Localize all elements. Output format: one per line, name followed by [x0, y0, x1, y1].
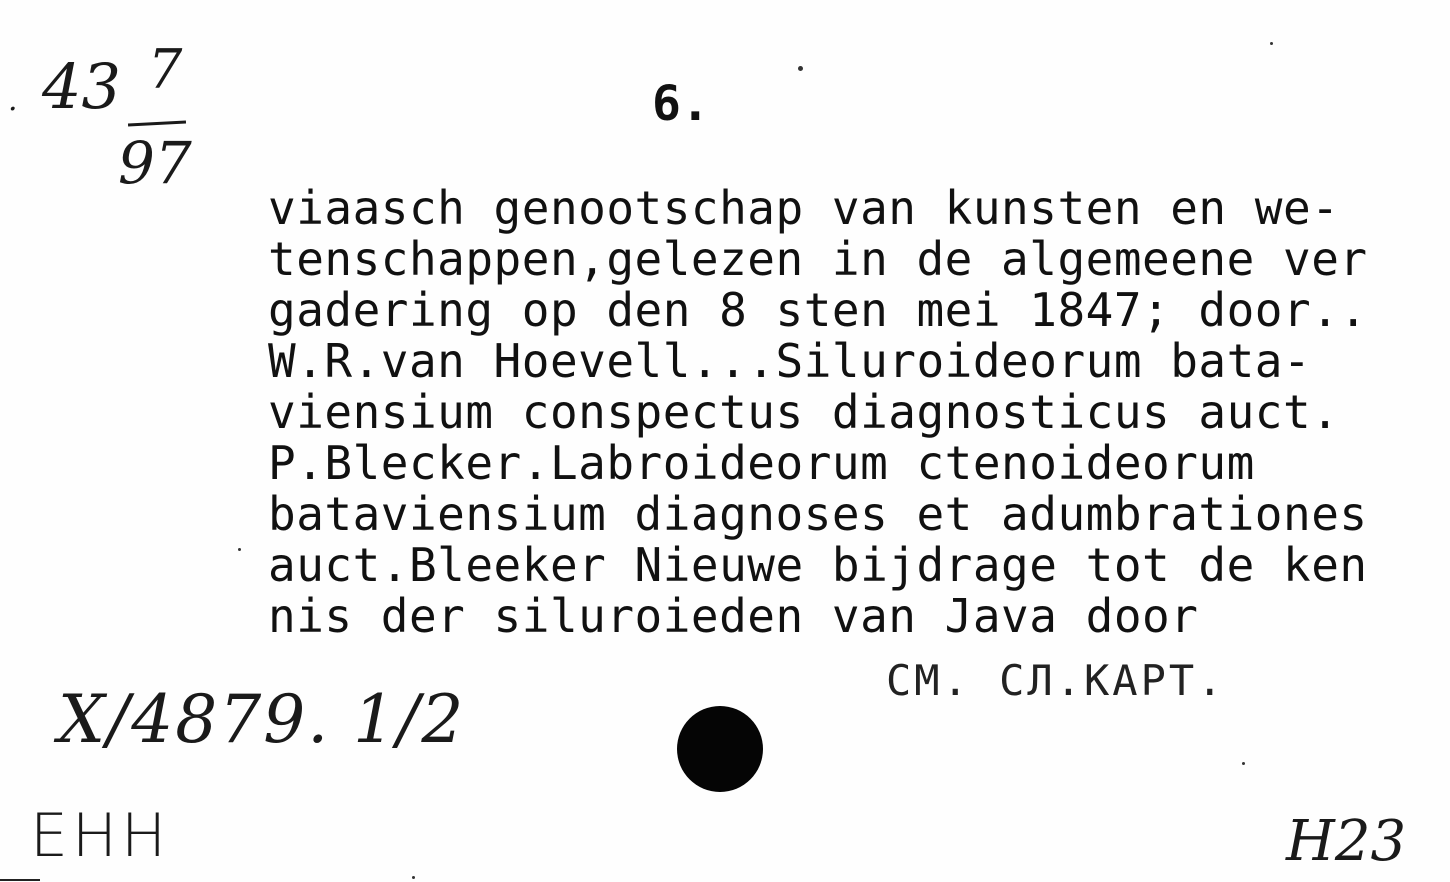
catalog-number-sup: 7 — [148, 38, 183, 101]
page-marker: 6. — [652, 76, 710, 132]
body-text-line: W.R.van Hoevell...Siluroideorum bata- — [268, 334, 1312, 388]
corner-note: H23 — [1286, 809, 1407, 874]
body-text-line: P.Blecker.Labroideorum ctenoideorum — [268, 436, 1255, 490]
catalog-number-fraction-bar — [128, 120, 186, 126]
library-code: ЕНН — [30, 801, 171, 871]
scan-speck — [1242, 762, 1245, 765]
scan-speck — [798, 66, 803, 71]
body-text-line: bataviensium diagnoses et adumbrationes — [268, 487, 1368, 541]
card-body-text — [268, 183, 1368, 642]
body-text-line: nis der siluroieden van Java door — [268, 589, 1199, 643]
scan-edge-mark — [0, 879, 40, 881]
scan-speck — [238, 548, 241, 551]
scan-speck — [412, 876, 415, 879]
body-text-line: gadering op den 8 sten mei 1847; door.. — [268, 283, 1368, 337]
catalog-number-dot: · — [8, 92, 18, 127]
body-text-line: viaasch genootschap van kunsten en we- — [268, 181, 1340, 235]
body-text-line: viensium conspectus diagnosticus auct. — [268, 385, 1340, 439]
shelf-mark: X/4879. 1/2 — [58, 681, 466, 758]
catalog-number-top: 43 — [42, 50, 121, 123]
body-text-line: tenschappen,gelezen in de algemeene ver — [268, 232, 1368, 286]
punch-hole — [677, 706, 763, 792]
body-text-line: auct.Bleeker Nieuwe bijdrage tot de ken — [268, 538, 1368, 592]
catalog-number-bottom: 97 — [118, 129, 192, 197]
cross-reference: СМ. СЛ.КАРТ. — [886, 656, 1226, 705]
scan-speck — [1270, 42, 1273, 45]
